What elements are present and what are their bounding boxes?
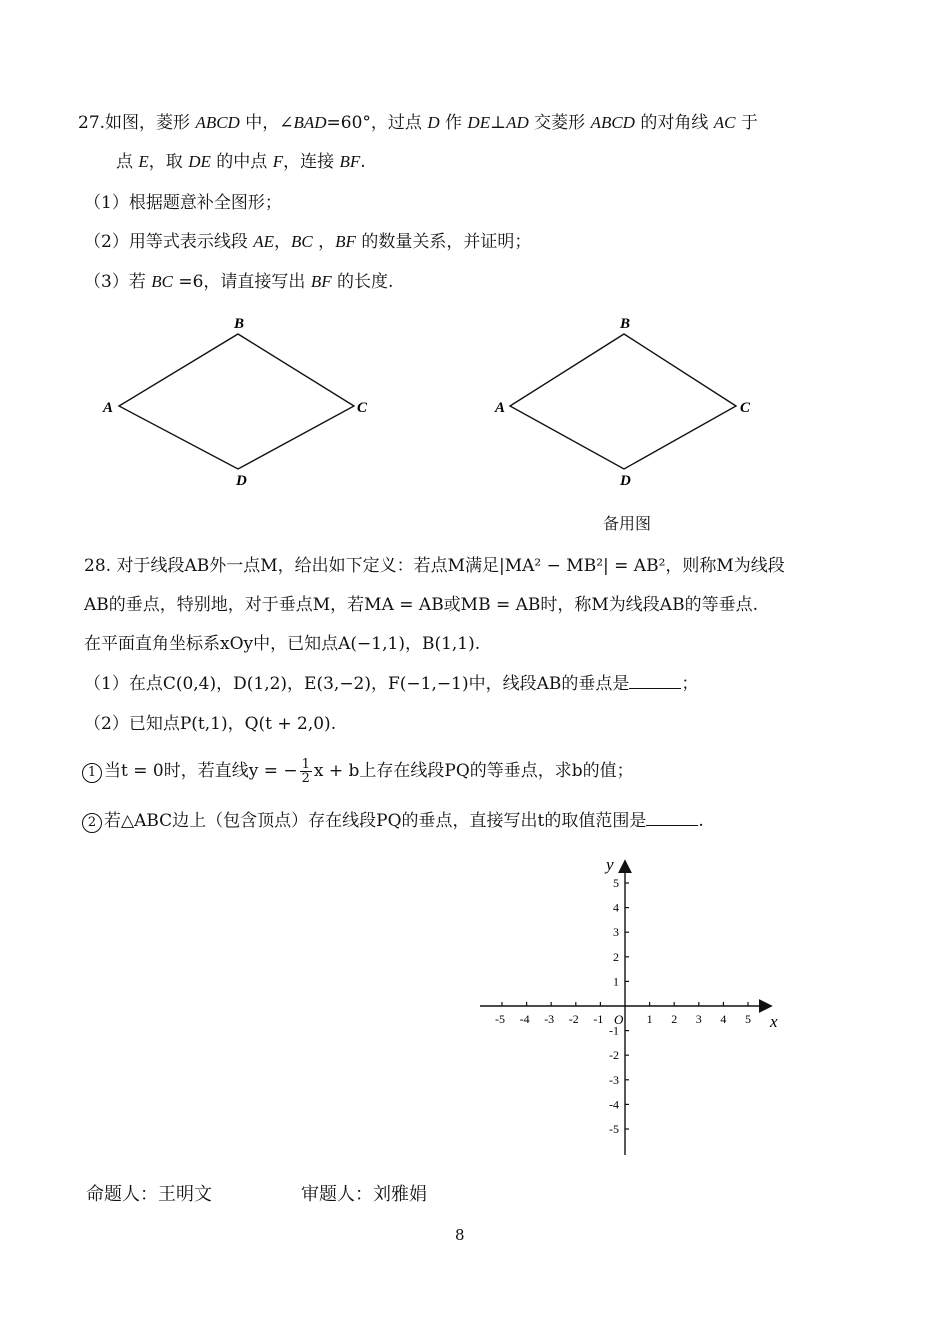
x-tick-label: 1 [646, 1012, 653, 1026]
q27-line-2: 点 E，取 DE 的中点 F，连接 BF. [116, 152, 366, 172]
q27-part-1: （1）根据题意补全图形； [84, 193, 282, 213]
x-tick-label: -2 [568, 1012, 579, 1026]
vertex-label-d: D [236, 473, 247, 489]
origin-label: O [614, 1012, 624, 1027]
x-tick-label: -3 [544, 1012, 555, 1026]
q28-sub-1: 1 当t = 0时，若直线y = − $\frac{1}{2}$ x + b上存在线段PQ的等垂点，求b的值； [82, 758, 634, 785]
x-tick-label: 4 [720, 1012, 727, 1026]
spare-figure-caption: 备用图 [603, 514, 652, 533]
vertex-label-b: B [620, 316, 631, 332]
y-tick-label: -3 [609, 1072, 619, 1087]
x-tick-label: -5 [495, 1012, 505, 1026]
vertex-label-c: C [740, 400, 751, 416]
q28-line-2: AB的垂点，特别地，对于垂点M，若MA = AB或MB = AB时，称M为线段AB的等垂点. [84, 595, 758, 615]
x-tick-label: -1 [593, 1012, 604, 1026]
q28-line-1: 28. 对于线段AB外一点M，给出如下定义：若点M满足|MA² − MB²| = AB²，则称M为线段 [84, 556, 785, 576]
q27-part-3: （3）若 BC =6，请直接写出 BF 的长度. [84, 272, 394, 292]
q28-line-3: 在平面直角坐标系xOy中，已知点A(−1,1)，B(1,1). [84, 634, 481, 654]
rhombus-figure-main [95, 310, 385, 495]
x-tick-label: 5 [745, 1012, 751, 1026]
x-axis-label: x [770, 1012, 778, 1031]
answer-blank-2[interactable] [646, 811, 698, 826]
y-tick-label: -4 [609, 1097, 619, 1112]
vertex-label-d: D [620, 473, 631, 489]
x-tick-label: 2 [671, 1012, 678, 1026]
question-setter: 命题人：王明文 [86, 1184, 212, 1205]
rhombus-abcd [119, 334, 354, 469]
x-tick-label: -4 [519, 1012, 530, 1026]
y-tick-label: 1 [613, 974, 619, 989]
y-tick-label: -1 [609, 1023, 619, 1038]
q28-part-2: （2）已知点P(t,1)，Q(t + 2,0). [84, 714, 337, 734]
y-tick-label: -2 [609, 1048, 619, 1063]
page-number: 8 [455, 1226, 465, 1244]
y-tick-label: 4 [613, 900, 619, 915]
q28-sub-2: 2 若△ABC边上（包含顶点）存在线段PQ的垂点，直接写出t的取值范围是 . [82, 810, 704, 833]
rhombus-abcd-spare [510, 334, 736, 469]
y-tick-label: 3 [613, 925, 619, 940]
vertex-label-a: A [103, 400, 114, 416]
y-axis-label: y [606, 855, 614, 874]
y-tick-label: 2 [613, 949, 619, 964]
vertex-label-a: A [495, 400, 506, 416]
coordinate-plane [470, 850, 790, 1160]
fraction-one-half: $\frac{1}{2}$ [301, 757, 310, 786]
question-reviewer: 审题人：刘雅娟 [301, 1184, 427, 1205]
answer-blank-1[interactable] [629, 674, 681, 689]
q28-part-1: （1）在点C(0,4)，D(1,2)，E(3,−2)，F(−1,−1)中，线段AB的垂点是 ； [84, 674, 699, 694]
q27-line-1: 27.如图，菱形 ABCD 中，∠BAD=60°，过点 D 作 DE⊥AD 交菱形 ABCD 的对角线 AC 于 [78, 113, 758, 133]
rhombus-figure-spare [486, 310, 776, 495]
y-tick-label: 5 [613, 876, 619, 890]
q27-part-2: （2）用等式表示线段 AE，BC ，BF 的数量关系，并证明； [84, 232, 532, 252]
circled-number-2: 2 [82, 813, 102, 833]
y-tick-label: -5 [609, 1122, 619, 1136]
vertex-label-c: C [357, 400, 368, 416]
vertex-label-b: B [234, 316, 245, 332]
x-tick-label: 3 [695, 1012, 702, 1026]
circled-number-1: 1 [82, 763, 102, 783]
